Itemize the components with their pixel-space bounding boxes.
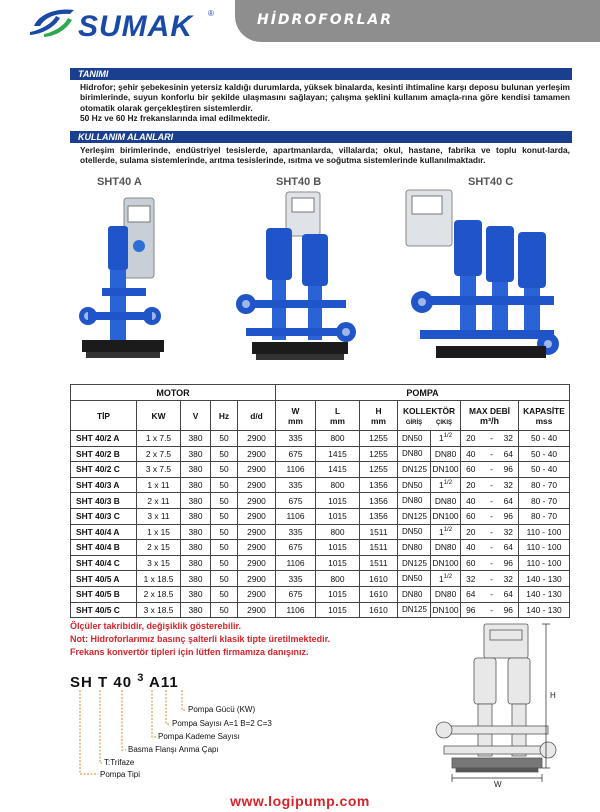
cell-maxdebi-min: 32	[466, 573, 476, 584]
col-kollektor-label: KOLLEKTÖR	[402, 405, 456, 416]
cell-cikis-value: 1	[439, 480, 444, 491]
cell-v: 380	[181, 586, 211, 602]
table-row	[71, 540, 570, 556]
cell-dd: 2900	[238, 571, 276, 587]
cell-h: 1356	[360, 493, 398, 509]
code-part-stage: 3	[137, 672, 145, 684]
group-motor: MOTOR	[71, 385, 276, 401]
col-tip: TİP	[71, 401, 137, 431]
cell-maxdebi-dash: -	[490, 464, 493, 475]
cell-l: 1415	[316, 446, 360, 462]
cell-giris: DN50	[398, 571, 431, 587]
technical-drawing	[432, 618, 572, 788]
cell-w: 335	[276, 524, 316, 540]
cell-l: 800	[316, 571, 360, 587]
drawing-dim-h: H	[550, 691, 556, 700]
col-l	[316, 401, 360, 431]
cell-dd: 2900	[238, 431, 276, 447]
cell-maxdebi-dash: -	[490, 433, 493, 444]
cell-kw: 1 x 11	[137, 477, 181, 493]
cell-dd: 2900	[238, 602, 276, 618]
brand-logo	[26, 4, 226, 43]
cell-w: 335	[276, 477, 316, 493]
table-row	[71, 446, 570, 462]
legend-trifaze: T:Trifaze	[104, 758, 135, 767]
cell-maxdebi-max: 64	[503, 495, 513, 506]
cell-cikis	[431, 524, 461, 540]
cell-maxdebi	[461, 431, 519, 447]
cell-h: 1356	[360, 477, 398, 493]
cell-cikis	[431, 555, 461, 571]
code-part-40: 40	[113, 674, 133, 691]
brand-swoosh-icon	[26, 4, 80, 40]
cell-hz: 50	[211, 602, 238, 618]
cell-tip: SHT 40/3 C	[71, 508, 137, 524]
cell-h: 1255	[360, 462, 398, 478]
cell-l: 1015	[316, 586, 360, 602]
cell-maxdebi	[461, 493, 519, 509]
cell-giris: DN125	[398, 602, 431, 618]
cell-tip: SHT 40/5 B	[71, 586, 137, 602]
cell-kapasite: 110 - 100	[519, 555, 570, 571]
table-row	[71, 586, 570, 602]
cell-h: 1511	[360, 524, 398, 540]
cell-cikis	[431, 462, 461, 478]
cell-hz: 50	[211, 571, 238, 587]
cell-maxdebi-min: 96	[466, 604, 476, 615]
cell-cikis	[431, 571, 461, 587]
cell-kw: 3 x 15	[137, 555, 181, 571]
cell-v: 380	[181, 431, 211, 447]
cell-kw: 3 x 11	[137, 508, 181, 524]
cell-kapasite: 140 - 130	[519, 571, 570, 587]
cell-cikis	[431, 493, 461, 509]
drawing-dim-w: W	[494, 780, 502, 788]
cell-w: 335	[276, 431, 316, 447]
cell-cikis	[431, 477, 461, 493]
col-h-label: H	[375, 405, 382, 416]
cell-cikis-value: 1	[439, 526, 444, 537]
cell-v: 380	[181, 462, 211, 478]
table-row	[71, 462, 570, 478]
cell-v: 380	[181, 446, 211, 462]
table-group-header	[71, 385, 570, 401]
cell-cikis-value: DN100	[432, 604, 459, 615]
cell-kw: 1 x 7.5	[137, 431, 181, 447]
cell-cikis-value: DN100	[432, 464, 459, 475]
cell-hz: 50	[211, 524, 238, 540]
product-image-sht40c	[402, 184, 562, 374]
cell-kw: 2 x 7.5	[137, 446, 181, 462]
col-maxdebi-label: MAX DEBİ	[469, 405, 510, 416]
cell-maxdebi-max: 96	[503, 558, 513, 569]
tanimi-frequency-note: 50 Hz ve 60 Hz frekanslarında imal edilmektedir.	[80, 113, 270, 124]
note-inverter: Frekans konvertör tipleri için lütfen firmamıza danışınız.	[70, 647, 309, 657]
cell-cikis	[431, 431, 461, 447]
cell-maxdebi-max: 32	[503, 573, 513, 584]
cell-maxdebi	[461, 524, 519, 540]
cell-giris: DN80	[398, 493, 431, 509]
footer-url[interactable]: www.logipump.com	[230, 793, 370, 809]
table-row	[71, 508, 570, 524]
table-row	[71, 431, 570, 447]
kullanim-paragraph: Yerleşim birimlerinde, endüstriyel tesislerde, apartmanlarda, villalarda; okul, hastane, fabrika ve toplu konut-larda, otellerde, sulama sistemlerinde, arıtma tesislerinde, ısıtma ve soğutma sistemlerinde kullanılmaktadır.	[80, 145, 570, 166]
cell-maxdebi-max: 32	[503, 526, 513, 537]
col-maxdebi-unit: m³/h	[480, 415, 499, 426]
cell-kapasite: 50 - 40	[519, 446, 570, 462]
cell-v: 380	[181, 571, 211, 587]
cell-w: 1106	[276, 555, 316, 571]
cell-tip: SHT 40/4 C	[71, 555, 137, 571]
cell-v: 380	[181, 493, 211, 509]
spec-table-body	[71, 431, 570, 618]
cell-l: 1015	[316, 555, 360, 571]
cell-maxdebi-max: 96	[503, 604, 513, 615]
cell-cikis	[431, 586, 461, 602]
cell-giris: DN50	[398, 477, 431, 493]
cell-v: 380	[181, 508, 211, 524]
col-kapasite-unit: mss	[535, 415, 553, 426]
cell-w: 675	[276, 446, 316, 462]
cell-l: 800	[316, 524, 360, 540]
cell-maxdebi-min: 60	[466, 511, 476, 522]
cell-kapasite: 80 - 70	[519, 493, 570, 509]
legend-pompa-tipi: Pompa Tipi	[100, 770, 141, 779]
cell-v: 380	[181, 524, 211, 540]
cell-hz: 50	[211, 586, 238, 602]
section-bar-tanimi	[70, 68, 572, 80]
cell-kw: 1 x 15	[137, 524, 181, 540]
cell-kw: 3 x 7.5	[137, 462, 181, 478]
cell-l: 800	[316, 431, 360, 447]
cell-giris: DN80	[398, 540, 431, 556]
cell-kapasite: 80 - 70	[519, 508, 570, 524]
cell-l: 1015	[316, 508, 360, 524]
table-row	[71, 524, 570, 540]
col-w	[276, 401, 316, 431]
cell-v: 380	[181, 555, 211, 571]
cell-dd: 2900	[238, 540, 276, 556]
cell-giris: DN125	[398, 508, 431, 524]
note-classic: Not: Hidroforlarımız basınç şalterli klasik tipte üretilmektedir.	[70, 634, 331, 644]
cell-kw: 2 x 18.5	[137, 586, 181, 602]
table-row	[71, 477, 570, 493]
cell-maxdebi-max: 64	[503, 542, 513, 553]
cell-maxdebi-dash: -	[490, 480, 493, 491]
col-kapasite-label: KAPASİTE	[523, 405, 565, 416]
cell-maxdebi-min: 60	[466, 464, 476, 475]
code-part-power: 11	[160, 674, 179, 691]
cell-kw: 3 x 18.5	[137, 602, 181, 618]
cell-l: 800	[316, 477, 360, 493]
notes	[70, 620, 330, 659]
cell-h: 1511	[360, 555, 398, 571]
cell-kapasite: 110 - 100	[519, 540, 570, 556]
cell-maxdebi	[461, 571, 519, 587]
cell-maxdebi	[461, 555, 519, 571]
group-pompa: POMPA	[276, 385, 570, 401]
cell-tip: SHT 40/3 B	[71, 493, 137, 509]
tanimi-paragraph: Hidrofor; şehir şebekesinin yetersiz kaldığı durumlarda, yüksek binalarda, kesinti ihtimaline karşı deposu bulunan yerleşim birimlerinde, suyun konforlu bir şekilde ulaşmasını sağlayan; çalışma şeklini kullanım amaçla-rına göre kendisi tamamen otomatik olarak gerçekleştiren sistemlerdir.	[80, 82, 570, 113]
cell-hz: 50	[211, 477, 238, 493]
cell-cikis	[431, 602, 461, 618]
product-label-a: SHT40 A	[97, 176, 142, 188]
cell-maxdebi-min: 20	[466, 526, 476, 537]
cell-maxdebi	[461, 508, 519, 524]
table-row	[71, 602, 570, 618]
cell-tip: SHT 40/3 A	[71, 477, 137, 493]
col-w-label: W	[291, 405, 300, 416]
cell-kapasite: 140 - 130	[519, 586, 570, 602]
section-bar-kullanim	[70, 131, 572, 143]
product-label-b: SHT40 B	[276, 176, 322, 188]
legend-flans: Basma Flanşı Anma Çapı	[128, 745, 219, 754]
cell-maxdebi-max: 32	[503, 480, 513, 491]
table-row	[71, 571, 570, 587]
cell-hz: 50	[211, 446, 238, 462]
header	[0, 0, 600, 46]
cell-v: 380	[181, 602, 211, 618]
kullanim-text	[80, 145, 570, 166]
cell-maxdebi	[461, 462, 519, 478]
table-row	[71, 555, 570, 571]
cell-kapasite: 110 - 100	[519, 524, 570, 540]
cell-w: 1106	[276, 602, 316, 618]
cell-w: 335	[276, 571, 316, 587]
legend-pompa-sayisi: Pompa Sayısı A=1 B=2 C=3	[172, 719, 272, 728]
cell-tip: SHT 40/2 B	[71, 446, 137, 462]
cell-tip: SHT 40/5 A	[71, 571, 137, 587]
cell-cikis-value: DN100	[432, 511, 459, 522]
cell-giris: DN80	[398, 586, 431, 602]
cell-kapasite: 80 - 70	[519, 477, 570, 493]
cell-h: 1610	[360, 571, 398, 587]
cell-maxdebi-dash: -	[490, 542, 493, 553]
cell-cikis-value: DN80	[434, 589, 457, 600]
product-label-c: SHT40 C	[468, 176, 514, 188]
col-h-unit: mm	[371, 415, 386, 426]
cell-v: 380	[181, 477, 211, 493]
cell-maxdebi	[461, 586, 519, 602]
cell-maxdebi-min: 20	[466, 433, 476, 444]
col-maxdebi	[461, 401, 519, 431]
cell-cikis-value: DN80	[434, 542, 457, 553]
cell-cikis-fraction: 1/2	[443, 433, 453, 440]
cell-cikis-value: 1	[439, 433, 444, 444]
cell-dd: 2900	[238, 586, 276, 602]
section-title-kullanim: KULLANIM ALANLARI	[78, 132, 174, 142]
cell-dd: 2900	[238, 462, 276, 478]
cell-w: 1106	[276, 462, 316, 478]
cell-maxdebi-dash: -	[490, 526, 493, 537]
cell-dd: 2900	[238, 524, 276, 540]
note-approx: Ölçüler takribidir, değişiklik gösterebilir.	[70, 621, 242, 631]
cell-maxdebi-min: 20	[466, 480, 476, 491]
cell-dd: 2900	[238, 493, 276, 509]
cell-dd: 2900	[238, 555, 276, 571]
product-image-sht40b	[232, 188, 362, 374]
cell-kapasite: 50 - 40	[519, 431, 570, 447]
cell-kw: 2 x 15	[137, 540, 181, 556]
cell-giris: DN50	[398, 524, 431, 540]
cell-hz: 50	[211, 431, 238, 447]
cell-maxdebi-max: 64	[503, 448, 513, 459]
cell-maxdebi-min: 60	[466, 558, 476, 569]
product-image-sht40a	[72, 190, 172, 372]
cell-h: 1610	[360, 586, 398, 602]
cell-maxdebi-max: 32	[503, 433, 513, 444]
cell-hz: 50	[211, 540, 238, 556]
spec-table	[70, 384, 570, 618]
cell-maxdebi-min: 64	[466, 589, 476, 600]
cell-tip: SHT 40/2 C	[71, 462, 137, 478]
cell-giris: DN125	[398, 462, 431, 478]
col-h	[360, 401, 398, 431]
cell-l: 1015	[316, 493, 360, 509]
col-kapasite	[519, 401, 570, 431]
cell-cikis-fraction: 1/2	[443, 480, 453, 487]
cell-kw: 1 x 18.5	[137, 571, 181, 587]
cell-hz: 50	[211, 493, 238, 509]
cell-l: 1415	[316, 462, 360, 478]
col-giris: GİRİŞ	[405, 419, 423, 426]
cell-tip: SHT 40/4 B	[71, 540, 137, 556]
cell-maxdebi-max: 64	[503, 589, 513, 600]
col-l-label: L	[334, 405, 341, 416]
cell-giris: DN80	[398, 446, 431, 462]
col-l-unit: mm	[330, 415, 345, 426]
cell-l: 1015	[316, 540, 360, 556]
cell-maxdebi-dash: -	[490, 573, 493, 584]
cell-cikis-value: 1	[439, 573, 444, 584]
brand-name: SUMAK	[78, 10, 193, 43]
cell-maxdebi-dash: -	[490, 589, 493, 600]
col-hz: Hz	[211, 401, 238, 431]
col-cikis: ÇIKIŞ	[435, 419, 452, 426]
col-kw: KW	[137, 401, 181, 431]
col-kollektor	[398, 401, 461, 431]
cell-tip: SHT 40/5 C	[71, 602, 137, 618]
col-dd: d/d	[238, 401, 276, 431]
code-part-sh: SH	[70, 674, 93, 691]
cell-v: 380	[181, 540, 211, 556]
cell-l: 1015	[316, 602, 360, 618]
cell-hz: 50	[211, 462, 238, 478]
section-title-tanimi: TANIMI	[78, 69, 109, 79]
cell-w: 675	[276, 493, 316, 509]
cell-dd: 2900	[238, 477, 276, 493]
cell-kapasite: 50 - 40	[519, 462, 570, 478]
cell-maxdebi-dash: -	[490, 448, 493, 459]
cell-maxdebi	[461, 602, 519, 618]
page-title: HİDROFORLAR	[257, 12, 394, 28]
legend-pompa-gucu: Pompa Gücü (KW)	[188, 705, 256, 714]
cell-tip: SHT 40/2 A	[71, 431, 137, 447]
header-banner	[235, 0, 600, 42]
legend-kademe: Pompa Kademe Sayısı	[158, 732, 240, 741]
code-part-count: A	[148, 674, 161, 691]
cell-hz: 50	[211, 555, 238, 571]
tanimi-text	[80, 82, 570, 124]
cell-kw: 2 x 11	[137, 493, 181, 509]
cell-cikis	[431, 508, 461, 524]
brand-registered-mark: ®	[208, 9, 214, 18]
cell-giris: DN125	[398, 555, 431, 571]
cell-hz: 50	[211, 508, 238, 524]
cell-maxdebi-dash: -	[490, 604, 493, 615]
cell-maxdebi-max: 96	[503, 511, 513, 522]
cell-h: 1255	[360, 446, 398, 462]
col-w-unit: mm	[288, 415, 303, 426]
cell-maxdebi	[461, 540, 519, 556]
table-column-header	[71, 401, 570, 431]
cell-maxdebi-dash: -	[490, 558, 493, 569]
cell-w: 1106	[276, 508, 316, 524]
cell-h: 1356	[360, 508, 398, 524]
cell-cikis	[431, 540, 461, 556]
cell-maxdebi-dash: -	[490, 495, 493, 506]
cell-maxdebi-min: 40	[466, 448, 476, 459]
cell-kapasite: 140 - 130	[519, 602, 570, 618]
cell-cikis-value: DN80	[434, 448, 457, 459]
cell-dd: 2900	[238, 446, 276, 462]
cell-w: 675	[276, 586, 316, 602]
cell-h: 1511	[360, 540, 398, 556]
cell-cikis-value: DN80	[434, 495, 457, 506]
cell-dd: 2900	[238, 508, 276, 524]
cell-cikis-fraction: 1/2	[443, 527, 453, 534]
cell-maxdebi	[461, 477, 519, 493]
cell-cikis-value: DN100	[432, 558, 459, 569]
cell-giris: DN50	[398, 431, 431, 447]
cell-h: 1610	[360, 602, 398, 618]
code-part-t: T	[98, 674, 109, 691]
cell-maxdebi	[461, 446, 519, 462]
cell-maxdebi-max: 96	[503, 464, 513, 475]
cell-h: 1255	[360, 431, 398, 447]
cell-maxdebi-min: 40	[466, 542, 476, 553]
cell-tip: SHT 40/4 A	[71, 524, 137, 540]
table-row	[71, 493, 570, 509]
cell-w: 675	[276, 540, 316, 556]
cell-maxdebi-min: 40	[466, 495, 476, 506]
cell-cikis-fraction: 1/2	[443, 573, 453, 580]
cell-maxdebi-dash: -	[490, 511, 493, 522]
cell-cikis	[431, 446, 461, 462]
col-v: V	[181, 401, 211, 431]
